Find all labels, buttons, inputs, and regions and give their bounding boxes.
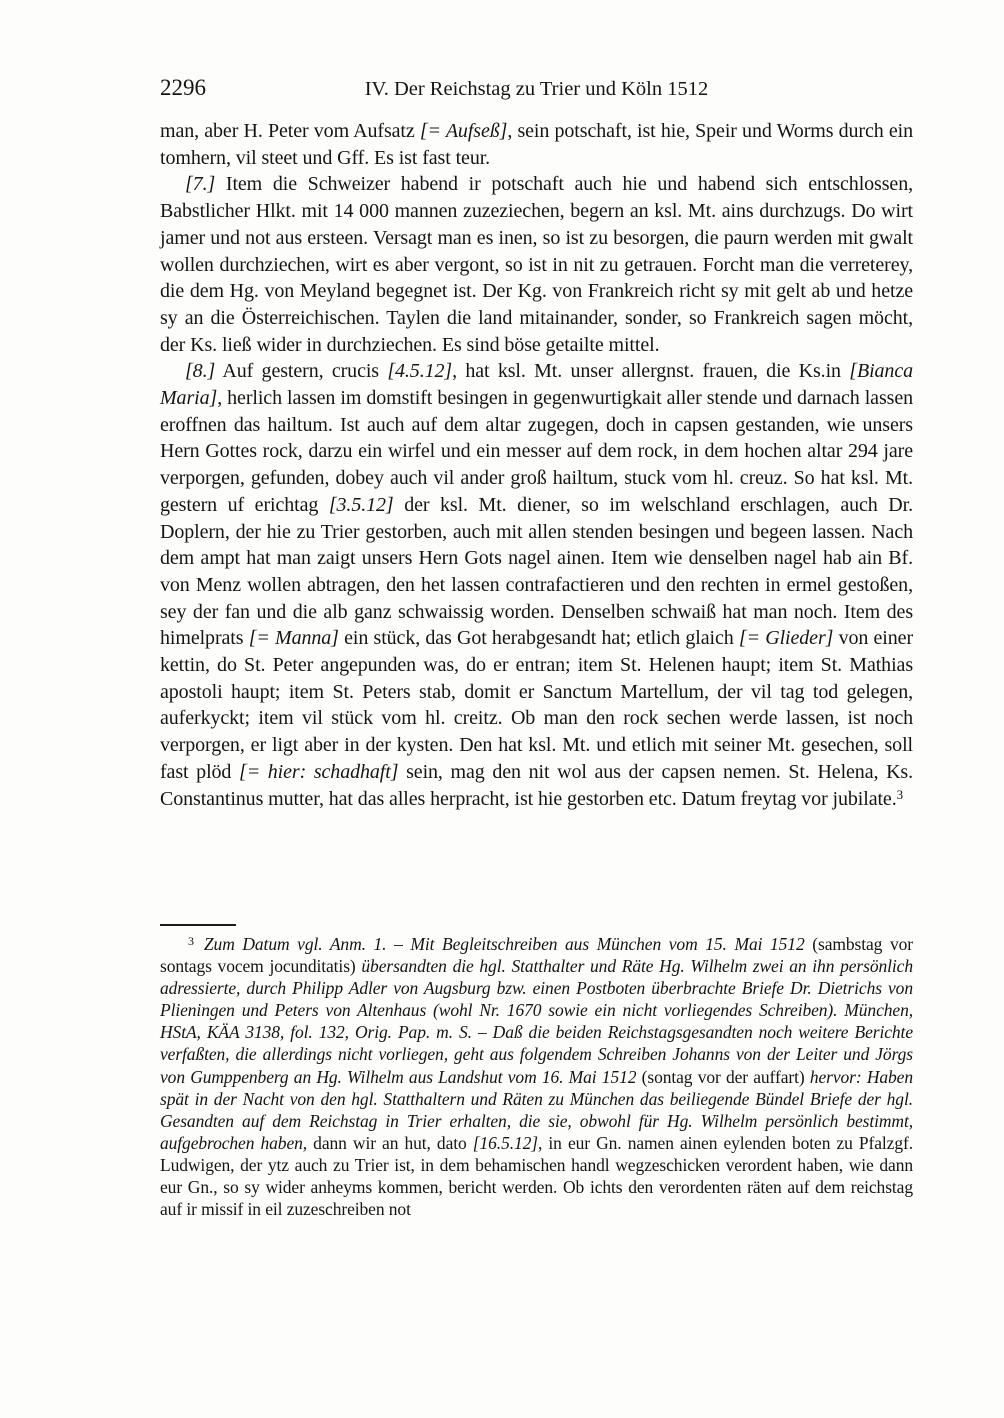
text-run: sein, mag den nit wol aus der capsen nemen. St. Helena, Ks. Constantinus mutter, hat das alles herpracht, ist hie gestorben etc. Datum freytag vor jubilate. bbox=[160, 760, 913, 810]
text-run: (sontag vor der auffart) bbox=[641, 1066, 805, 1087]
running-title: IV. Der Reichstag zu Trier und Köln 1512 bbox=[364, 78, 709, 100]
text-run: , in eur Gn. namen ainen eylenden boten zu Pfalzgf. Ludwigen, der ytz auch zu Trier ist, in dem behamischen handl wegzeschicken verordent haben, wie dann eur Gn., so sy wider anheyms kommen, bericht werden. Ob ichts den verordenten räten auf dem reichstag auf ir missif in eil zuzeschreiben not bbox=[160, 1132, 914, 1220]
footnote-separator-rule bbox=[160, 924, 236, 926]
text-run: , herlich lassen im domstift besingen in gegenwurtigkait aller stende und darnach lassen eroffnen das hailtum. Ist auch auf dem altar zugegen, doch in capsen gestanden, wie unsers Hern Gottes rock, darzu ein wirfel und ein messer auf dem rock, in dem hochen altar 294 jare verporgen, gefunden, dobey auch vil ander groß hailtum, stuck vom hl. creuz. So hat ksl. Mt. gestern uf erichtag bbox=[160, 387, 913, 516]
text-run: Zum Datum vgl. Anm. 1. – Mit Begleitschreiben aus München vom 15. Mai 1512 bbox=[203, 934, 813, 954]
page-number: 2296 bbox=[160, 75, 206, 100]
text-run: [= Aufseß] bbox=[419, 120, 508, 142]
text-run: Item die Schweizer habend ir potschaft auch hie und habend sich entschlossen, Babstlicher Hlkt. mit 14 000 mannen zuzeziechen, begern an ksl. Mt. ains durchzugs. Do wirt jamer und not aus ersteen. Versagt man es inen, so ist zu besorgen, die paurn werden mit gwalt wollen durchziechen, wirt es aber vergont, so ist in nit zu getrauen. Forcht man die verreterey, die dem Hg. von Meyland begegnet ist. Der Kg. von Frankreich richt sy mit gelt ab und hetze sy an die Österreichischen. Taylen die land mitainander, sonder, so Frankreich sagen möcht, der Ks. ließ wider in durchziechen. Es sind böse getailte mittel. bbox=[160, 173, 913, 356]
entry-number: [8.] bbox=[185, 360, 216, 383]
text-run: von einer kettin, do St. Peter angepunden was, do er entran; item St. Helenen haupt; item St. Mathias apostoli haupt; item St. Peters stab, domit er Sanctum Martellum, der vil tag tod gelegen, auferkyckt; item vil stück vom hl. creitz. Ob man den rock sechen werde lassen, ist noch verporgen, er ligt aber in der kysten. Den hat ksl. Mt. und etlich mit seiner Mt. gesechen, soll fast plöd bbox=[160, 627, 913, 783]
footnote-reference-3: 3 bbox=[896, 786, 904, 802]
footnote-3 bbox=[160, 933, 913, 1220]
page-header bbox=[160, 74, 913, 106]
text-run: [= hier: schadhaft] bbox=[239, 760, 399, 783]
entry-number: [7.] bbox=[185, 173, 216, 196]
text-run: man, aber H. Peter vom Aufsatz bbox=[160, 120, 420, 142]
paragraph-entry-7 bbox=[160, 171, 913, 358]
text-run: dann wir an hut, dato bbox=[307, 1132, 473, 1153]
text-run: [3.5.12] bbox=[328, 493, 394, 516]
page-body bbox=[160, 118, 913, 812]
text-run: [= Manna] bbox=[248, 627, 339, 650]
text-run: ein stück, das Got herabgesandt hat; etlich glaich bbox=[338, 627, 739, 650]
text-run: [16.5.12] bbox=[472, 1132, 539, 1153]
paragraph-continuation bbox=[160, 118, 913, 171]
text-run: , sein potschaft, ist hie, Speir und Worms durch ein tomhern, vil steet und Gff. Es ist fast teur. bbox=[160, 120, 914, 169]
text-run: übersandten die hgl. Statthalter und Räte Hg. Wilhelm zwei an ihn persönlich adressierte, durch Philipp Adler von Augsburg bzw. einen Postboten überbrachte Briefe Dr. Dietrichs von Plieningen und Peters von Altenhaus (wohl Nr. 1670 sowie ein nicht vorliegendes Schreiben). München, HStA, KÄA 3138, fol. 132, Orig. Pap. m. S. – Daß die beiden Reichstagsgesandten noch weitere Berichte verfaßten, die allerdings nicht vorliegen, geht aus folgendem Schreiben Johanns von der Leiter und Jörgs von Gumppenberg an Hg. Wilhelm aus Landshut vom 16. Mai 1512 bbox=[160, 956, 913, 1087]
text-run: (sambstag vor sontags vocem jocunditatis) bbox=[160, 934, 913, 977]
footnote-section bbox=[160, 914, 913, 1220]
text-run: hervor: Haben spät in der Nacht von den hgl. Statthaltern und Räten zu München das beiliegende Bündel Briefe der hgl. Gesandten auf dem Reichstag in Trier erhalten, die sie, obwohl für Hg. Wilhelm persönlich bestimmt, aufgebrochen haben, bbox=[160, 1066, 913, 1153]
text-run: [4.5.12] bbox=[387, 360, 453, 383]
text-run: [= Glieder] bbox=[738, 627, 834, 650]
paragraph-entry-8 bbox=[160, 358, 913, 812]
text-run: [Bianca Maria] bbox=[160, 360, 913, 410]
text-run: der ksl. Mt. diener, so im welschland erschlagen, auch Dr. Doplern, der hie zu Trier gestorben, auch mit allen stenden besingen und begeen lassen. Nach dem ampt hat man zaigt unsers Hern Gots nagel ainen. Item wie denselben nagel hab ain Bf. von Menz wollen abtragen, den het lassen contrafactieren und den rechten in ermel gestoßen, sey der fan und die alb ganz schwaissig worden. Denselben schwaiß hat man noch. Item des himelprats bbox=[160, 493, 913, 650]
text-run: , hat ksl. Mt. unser allergnst. frauen, die Ks.in bbox=[452, 360, 850, 383]
footnote-marker: 3 bbox=[188, 934, 194, 948]
text-run: Auf gestern, crucis bbox=[215, 360, 388, 383]
